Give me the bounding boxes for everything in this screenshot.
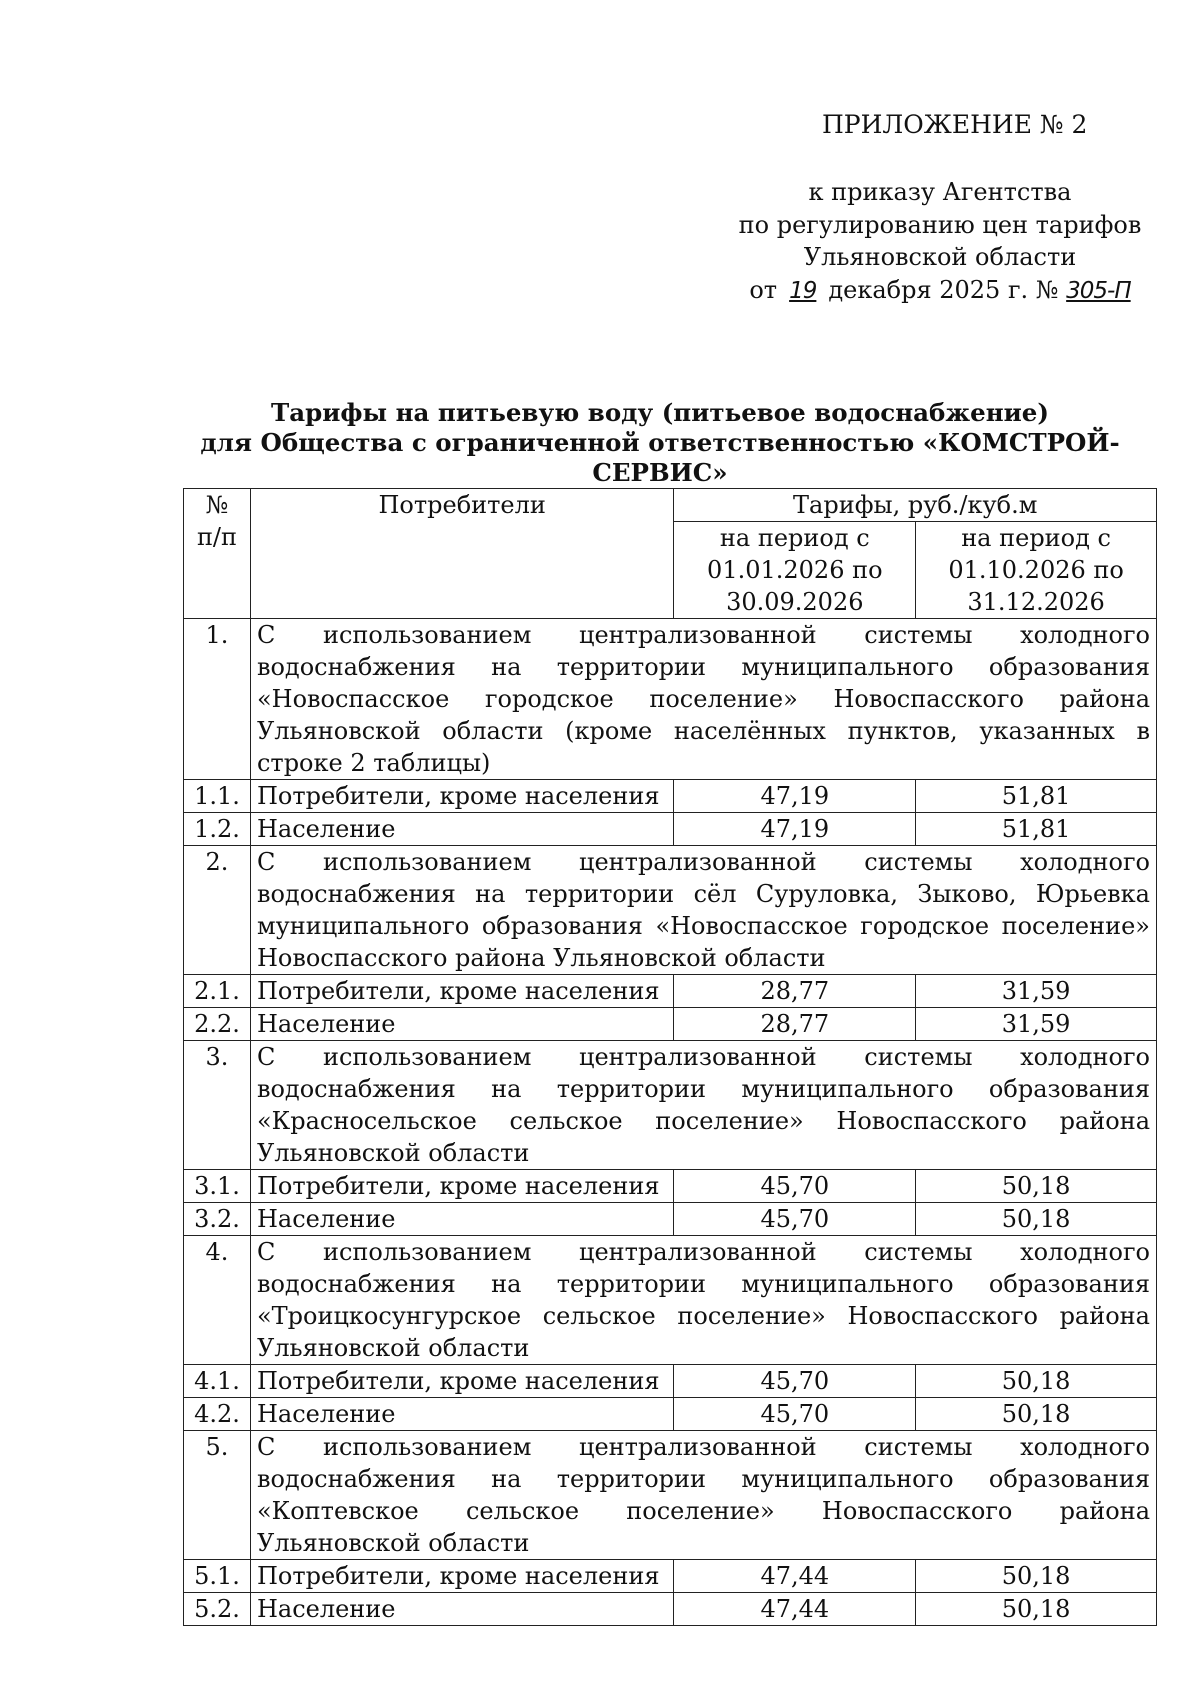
title-line-1: Тарифы на питьевую воду (питьевое водоснабжение) bbox=[271, 398, 1049, 427]
reference-line-3: Ульяновской области bbox=[803, 243, 1077, 271]
section-num: 2. bbox=[184, 846, 251, 975]
row-num: 2.2. bbox=[184, 1008, 251, 1041]
row-tariff-period-2: 31,59 bbox=[916, 1008, 1157, 1041]
row-num: 1.2. bbox=[184, 813, 251, 846]
header-tariffs: Тарифы, руб./куб.м bbox=[674, 489, 1157, 522]
row-num: 5.2. bbox=[184, 1593, 251, 1626]
table-row bbox=[184, 1008, 1157, 1041]
row-consumer-label: Потребители, кроме населения bbox=[250, 780, 673, 813]
section-description: С использованием централизованной системы холодного водоснабжения на территории муниципального образования «Троицкосунгурское сельское поселение» Новоспасского района Ульяновской области bbox=[250, 1236, 1156, 1365]
section-row bbox=[184, 619, 1157, 780]
row-consumer-label: Население bbox=[250, 1203, 673, 1236]
section-num: 3. bbox=[184, 1041, 251, 1170]
row-num: 2.1. bbox=[184, 975, 251, 1008]
date-suffix: декабря 2025 г. № bbox=[828, 275, 1059, 304]
section-row bbox=[184, 1041, 1157, 1170]
row-tariff-period-2: 51,81 bbox=[916, 813, 1157, 846]
section-row bbox=[184, 1236, 1157, 1365]
table-row bbox=[184, 780, 1157, 813]
row-tariff-period-1: 47,44 bbox=[674, 1593, 916, 1626]
row-consumer-label: Потребители, кроме населения bbox=[250, 1560, 673, 1593]
row-tariff-period-2: 31,59 bbox=[916, 975, 1157, 1008]
row-tariff-period-1: 45,70 bbox=[674, 1170, 916, 1203]
table-row bbox=[184, 1560, 1157, 1593]
section-description: С использованием централизованной системы холодного водоснабжения на территории муниципального образования «Коптевское сельское поселение» Новоспасского района Ульяновской области bbox=[250, 1431, 1156, 1560]
tariffs-table-body bbox=[184, 489, 1157, 1626]
title-line-2: для Общества с ограниченной ответственностью «КОМСТРОЙ-СЕРВИС» bbox=[200, 428, 1120, 487]
row-tariff-period-2: 50,18 bbox=[916, 1398, 1157, 1431]
table-row bbox=[184, 1593, 1157, 1626]
header-period-2: на период с 01.10.2026 по 31.12.2026 bbox=[916, 522, 1157, 619]
row-tariff-period-1: 45,70 bbox=[674, 1365, 916, 1398]
section-row bbox=[184, 846, 1157, 975]
section-description: С использованием централизованной системы холодного водоснабжения на территории муниципального образования «Красносельское сельское поселение» Новоспасского района Ульяновской области bbox=[250, 1041, 1156, 1170]
row-num: 5.1. bbox=[184, 1560, 251, 1593]
handwritten-day: 19 bbox=[789, 277, 817, 304]
row-consumer-label: Потребители, кроме населения bbox=[250, 1170, 673, 1203]
order-reference bbox=[720, 176, 1160, 307]
row-tariff-period-1: 28,77 bbox=[674, 975, 916, 1008]
header-num: № п/п bbox=[184, 489, 251, 619]
section-num: 1. bbox=[184, 619, 251, 780]
reference-date-line bbox=[720, 274, 1160, 308]
section-description: С использованием централизованной системы холодного водоснабжения на территории муниципального образования «Новоспасское городское поселение» Новоспасского района Ульяновской области (кроме населённых пунктов, указанных в строке 2 таблицы) bbox=[250, 619, 1156, 780]
row-num: 4.1. bbox=[184, 1365, 251, 1398]
row-tariff-period-1: 47,19 bbox=[674, 780, 916, 813]
row-consumer-label: Население bbox=[250, 813, 673, 846]
row-tariff-period-1: 47,44 bbox=[674, 1560, 916, 1593]
row-num: 3.1. bbox=[184, 1170, 251, 1203]
header-consumers: Потребители bbox=[250, 489, 673, 619]
row-tariff-period-1: 45,70 bbox=[674, 1203, 916, 1236]
section-num: 4. bbox=[184, 1236, 251, 1365]
table-row bbox=[184, 1170, 1157, 1203]
section-description: С использованием централизованной системы холодного водоснабжения на территории сёл Суруловка, Зыково, Юрьевка муниципального образования «Новоспасское городское поселение» Новоспасского района Ульяновской области bbox=[250, 846, 1156, 975]
reference-line-2: по регулированию цен тарифов bbox=[738, 210, 1142, 239]
row-tariff-period-1: 47,19 bbox=[674, 813, 916, 846]
row-tariff-period-2: 50,18 bbox=[916, 1560, 1157, 1593]
row-tariff-period-2: 50,18 bbox=[916, 1593, 1157, 1626]
row-tariff-period-1: 45,70 bbox=[674, 1398, 916, 1431]
section-row bbox=[184, 1431, 1157, 1560]
document-title bbox=[160, 398, 1160, 488]
table-header-row bbox=[184, 489, 1157, 522]
row-consumer-label: Потребители, кроме населения bbox=[250, 975, 673, 1008]
appendix-heading: ПРИЛОЖЕНИЕ № 2 bbox=[822, 110, 1088, 139]
row-consumer-label: Население bbox=[250, 1398, 673, 1431]
reference-line-1: к приказу Агентства bbox=[808, 178, 1072, 206]
row-num: 3.2. bbox=[184, 1203, 251, 1236]
table-row bbox=[184, 1365, 1157, 1398]
table-row bbox=[184, 813, 1157, 846]
table-row bbox=[184, 975, 1157, 1008]
section-num: 5. bbox=[184, 1431, 251, 1560]
row-tariff-period-1: 28,77 bbox=[674, 1008, 916, 1041]
row-consumer-label: Население bbox=[250, 1008, 673, 1041]
row-num: 1.1. bbox=[184, 780, 251, 813]
row-consumer-label: Потребители, кроме населения bbox=[250, 1365, 673, 1398]
row-tariff-period-2: 51,81 bbox=[916, 780, 1157, 813]
tariffs-table bbox=[183, 488, 1157, 1626]
table-row bbox=[184, 1398, 1157, 1431]
handwritten-order-number: 305-П bbox=[1066, 277, 1131, 304]
row-consumer-label: Население bbox=[250, 1593, 673, 1626]
row-tariff-period-2: 50,18 bbox=[916, 1170, 1157, 1203]
header-period-1: на период с 01.01.2026 по 30.09.2026 bbox=[674, 522, 916, 619]
date-prefix: от bbox=[749, 275, 778, 304]
table-row bbox=[184, 1203, 1157, 1236]
row-tariff-period-2: 50,18 bbox=[916, 1365, 1157, 1398]
row-tariff-period-2: 50,18 bbox=[916, 1203, 1157, 1236]
row-num: 4.2. bbox=[184, 1398, 251, 1431]
